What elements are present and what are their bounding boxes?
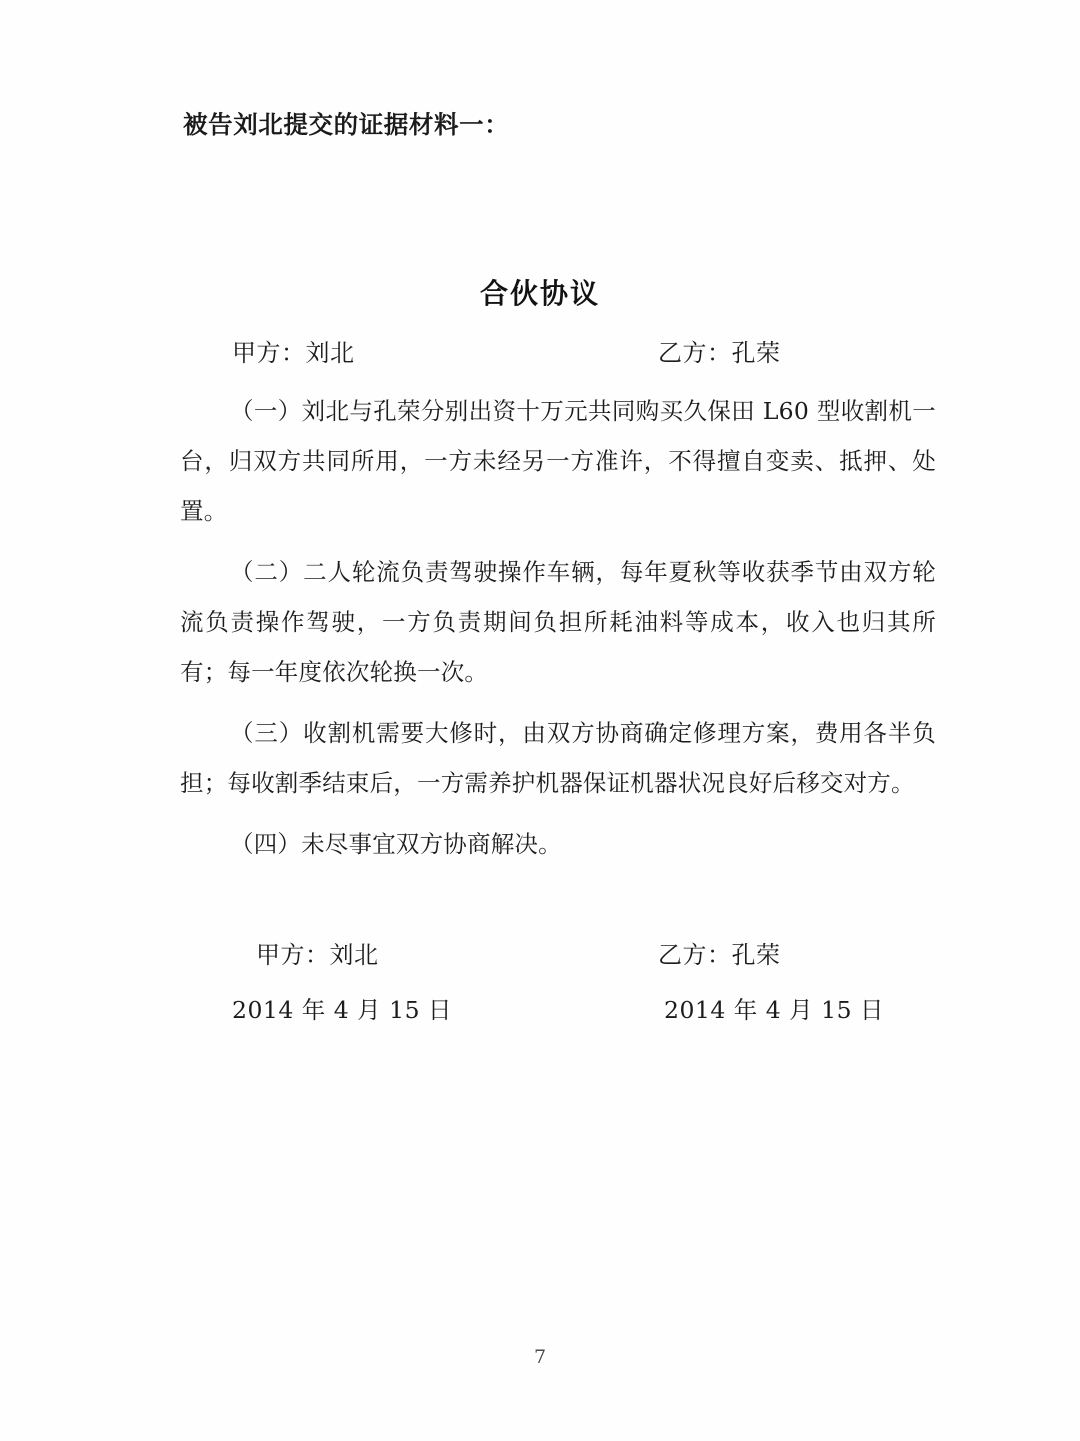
page-title: 合伙协议 [479,277,600,310]
clause-item: （二）二人轮流负责驾驶操作车辆，每年夏秋等收获季节由双方轮流负责操作驾驶，一方负责期间负担所耗油料等成本，收入也归其所有；每一年度依次轮换一次。 [180,558,936,686]
clause-item: （四）未尽事宜双方协商解决。 [230,830,562,858]
evidence-header-line: 被告刘北提交的证据材料一： [183,110,510,139]
clause-item: （三）收割机需要大修时，由双方协商确定修理方案，费用各半负担；每收割季结束后，一方需养护机器保证机器状况良好后移交对方。 [180,719,936,797]
signature-party-a-date: 2014 年 4 月 15 日 [232,996,453,1024]
clause-item: （一）刘北与孔荣分别出资十万元共同购买久保田 L60 型收割机一台，归双方共同所用，一方未经另一方准许，不得擅自变卖、抵押、处置。 [180,397,936,525]
party-b-label: 乙方：孔荣 [658,339,781,367]
signature-party-a-name: 甲方：刘北 [256,941,379,969]
party-a-label: 甲方：刘北 [232,339,355,367]
page-number: 7 [533,1346,547,1368]
signature-party-b-name: 乙方：孔荣 [658,941,781,969]
clause-body [180,386,936,880]
parties-heading-row [180,333,940,367]
signature-block [180,935,940,1045]
signature-party-b-date: 2014 年 4 月 15 日 [664,996,885,1024]
